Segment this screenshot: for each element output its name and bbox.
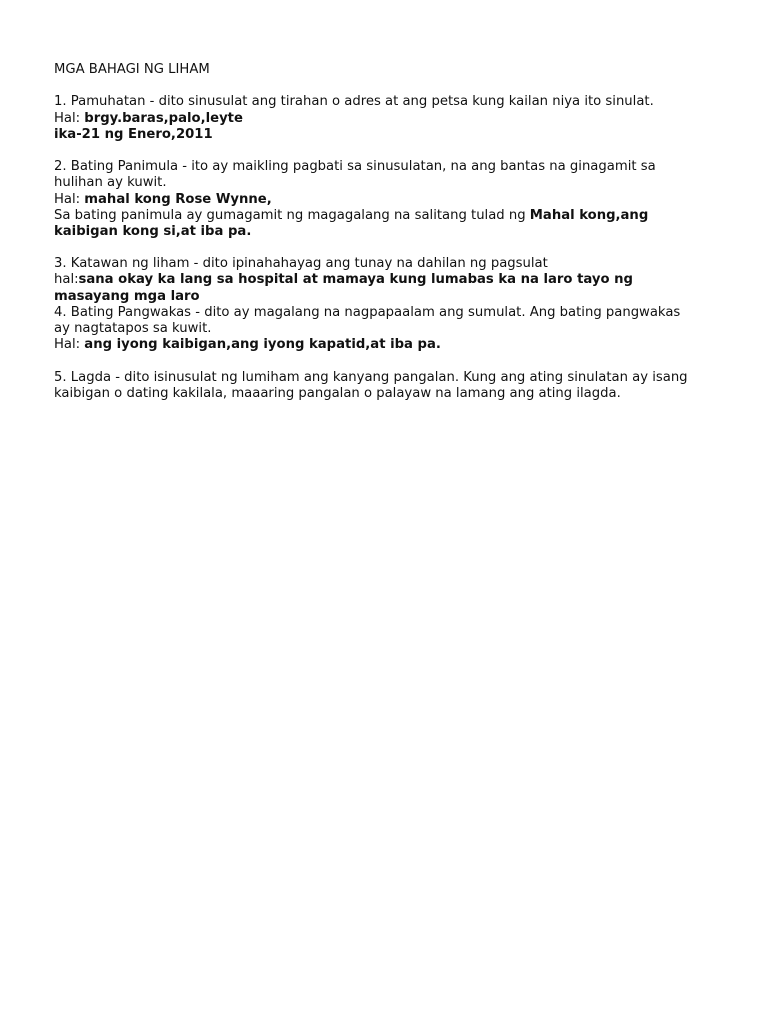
document-page [54,62,734,402]
paragraph-gap [54,240,734,256]
text-span: ay nagtatapos sa kuwit. [54,321,212,336]
text-line [54,337,734,353]
bold-text: sana okay ka lang sa hospital at mamaya kung lumabas ka na laro tayo ng [78,272,633,288]
bold-text: ika-21 ng Enero,2011 [54,126,213,142]
text-span: Hal: [54,191,85,207]
text-span: hulihan ay kuwit. [54,175,167,191]
text-line [54,370,734,386]
bold-text: mahal kong Rose Wynne, [84,191,272,207]
text-span: 2. Bating Panimula - ito ay maikling pagbati sa sinusulatan, na ang bantas na ginagamit sa [54,159,656,175]
text-line [54,127,734,143]
document-body [54,78,734,402]
text-line [54,159,734,175]
text-span: Hal: [54,337,85,353]
text-line [54,94,734,110]
text-span: 1. Pamuhatan - dito sinusulat ang tirahan o adres at ang petsa kung kailan niya ito sinulat. [54,94,654,110]
paragraph-gap [54,78,734,94]
text-span: 4. Bating Pangwakas - dito ay magalang na nagpapaalam ang sumulat. Ang bating pangwakas [54,304,681,320]
text-line [54,272,734,288]
text-line [54,305,734,321]
bold-text: kaibigan kong si,at iba pa. [54,223,252,239]
text-span: Sa bating panimula ay gumagamit ng magagalang na salitang tulad ng [54,207,530,223]
bold-text: masayang mga laro [54,288,200,304]
text-span: kaibigan o dating kakilala, maaaring pangalan o palayaw na lamang ang ating ilagda. [54,385,621,401]
bold-text: Mahal kong,ang [529,207,649,223]
paragraph-gap [54,353,734,369]
text-span: 3. Katawan ng liham - dito ipinahahayag ang tunay na dahilan ng pagsulat [54,256,548,272]
text-line [54,224,734,240]
text-line [54,192,734,208]
paragraph-gap [54,143,734,159]
document-title: MGA BAHAGI NG LIHAM [54,62,210,77]
text-span: hal: [54,272,79,288]
bold-text: ang iyong kaibigan,ang iyong kapatid,at iba pa. [84,337,441,353]
text-line [54,208,734,224]
text-span: Hal: [54,110,85,126]
text-line [54,175,734,191]
text-line [54,289,734,305]
text-line [54,256,734,272]
text-line [54,386,734,402]
bold-text: brgy.baras,palo,leyte [84,110,243,126]
text-line [54,111,734,127]
text-line [54,321,734,337]
text-span: 5. Lagda - dito isinusulat ng lumiham ang kanyang pangalan. Kung ang ating sinulatan ay isang [54,369,688,385]
